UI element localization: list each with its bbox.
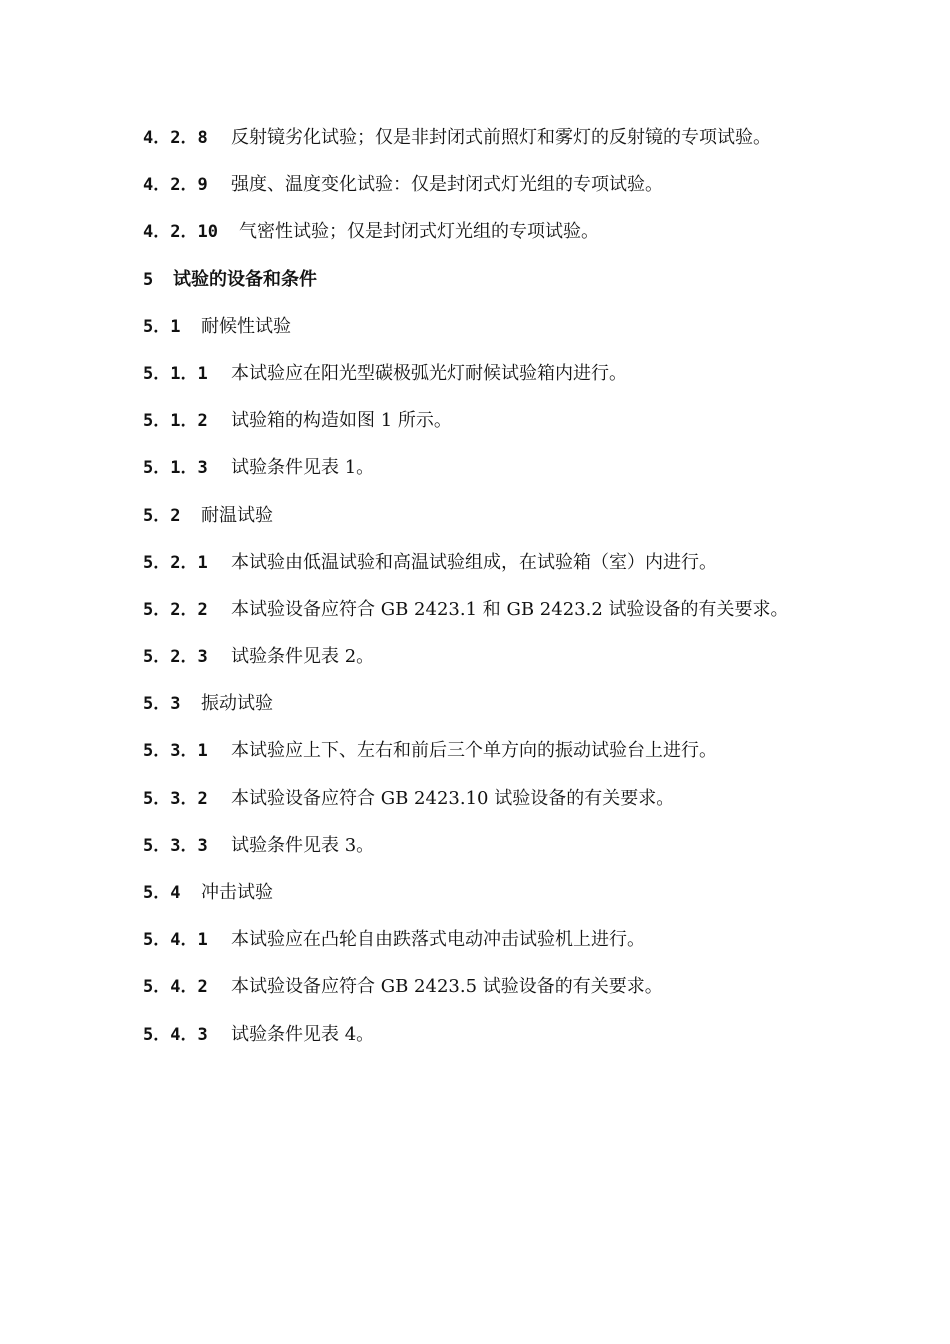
clause-4-2-9 bbox=[143, 171, 903, 218]
clause-text: 试验条件见表 3。 bbox=[231, 834, 375, 856]
clause-number: 4．2．8 bbox=[143, 128, 208, 148]
clause-text: 反射镜劣化试验；仅是非封闭式前照灯和雾灯的反射镜的专项试验。 bbox=[231, 127, 771, 148]
clause-text: 耐温试验 bbox=[201, 504, 273, 526]
document-body bbox=[143, 124, 903, 1068]
clause-number: 5．1．3 bbox=[143, 458, 208, 479]
clause-text: 振动试验 bbox=[201, 693, 273, 715]
clause-5-4-2 bbox=[143, 973, 903, 1020]
clause-5-3-3 bbox=[143, 832, 903, 879]
clause-number: 5．2．1 bbox=[143, 552, 208, 573]
clause-5-4 bbox=[143, 879, 903, 926]
clause-text: 本试验设备应符合 GB 2423.10 试验设备的有关要求。 bbox=[231, 787, 675, 809]
clause-text: 耐候性试验 bbox=[201, 315, 291, 337]
clause-number: 5．2．3 bbox=[143, 647, 208, 668]
clause-text: 本试验由低温试验和高温试验组成，在试验箱（室）内进行。 bbox=[231, 551, 717, 573]
clause-5-1-3 bbox=[143, 454, 903, 501]
clause-text: 试验条件见表 2。 bbox=[231, 646, 375, 668]
clause-number: 5．3．1 bbox=[143, 741, 208, 762]
clause-number: 4．2．9 bbox=[143, 175, 208, 196]
clause-text: 本试验设备应符合 GB 2423.1 和 GB 2423.2 试验设备的有关要求。 bbox=[231, 598, 789, 620]
clause-text: 本试验应在凸轮自由跌落式电动冲击试验机上进行。 bbox=[231, 929, 645, 951]
clause-text: 本试验应上下、左右和前后三个单方向的振动试验台上进行。 bbox=[231, 740, 717, 762]
clause-text: 气密性试验；仅是封闭式灯光组的专项试验。 bbox=[239, 221, 599, 243]
section-title: 试验的设备和条件 bbox=[173, 268, 317, 290]
clause-text: 试验条件见表 1。 bbox=[231, 457, 375, 479]
clause-5-2-3 bbox=[143, 643, 903, 690]
clause-text: 本试验应在阳光型碳极弧光灯耐候试验箱内进行。 bbox=[231, 362, 627, 384]
clause-number: 5．1．1 bbox=[143, 363, 208, 384]
clause-text: 冲击试验 bbox=[201, 882, 273, 903]
clause-5-3 bbox=[143, 690, 903, 737]
clause-number: 5．4．3 bbox=[143, 1024, 208, 1045]
clause-number: 5．1．2 bbox=[143, 411, 208, 432]
clause-number: 4．2．10 bbox=[143, 222, 218, 243]
clause-number: 5．3．2 bbox=[143, 788, 208, 809]
clause-4-2-10 bbox=[143, 218, 903, 265]
clause-text: 试验箱的构造如图 1 所示。 bbox=[231, 410, 452, 432]
clause-text: 试验条件见表 4。 bbox=[231, 1023, 375, 1045]
clause-number: 5．3．3 bbox=[143, 835, 208, 856]
clause-number: 5．2 bbox=[143, 505, 181, 526]
clause-5-2-1 bbox=[143, 549, 903, 596]
section-number: 5 bbox=[143, 269, 154, 290]
clause-number: 5．4．1 bbox=[143, 930, 208, 951]
clause-text: 本试验设备应符合 GB 2423.5 试验设备的有关要求。 bbox=[231, 976, 663, 998]
section-heading-5 bbox=[143, 266, 903, 313]
clause-number: 5．2．2 bbox=[143, 599, 208, 620]
clause-5-4-1 bbox=[143, 926, 903, 973]
clause-5-1 bbox=[143, 313, 903, 360]
clause-5-3-1 bbox=[143, 737, 903, 784]
clause-5-1-1 bbox=[143, 360, 903, 407]
clause-4-2-8 bbox=[143, 124, 903, 171]
clause-5-1-2 bbox=[143, 407, 903, 454]
clause-number: 5．3 bbox=[143, 694, 181, 715]
clause-5-4-3 bbox=[143, 1021, 903, 1068]
clause-5-2-2 bbox=[143, 596, 903, 643]
clause-5-2 bbox=[143, 502, 903, 549]
clause-number: 5．4 bbox=[143, 883, 181, 903]
clause-5-3-2 bbox=[143, 785, 903, 832]
clause-number: 5．1 bbox=[143, 316, 181, 337]
clause-number: 5．4．2 bbox=[143, 977, 208, 998]
clause-text: 强度、温度变化试验：仅是封闭式灯光组的专项试验。 bbox=[231, 174, 663, 196]
